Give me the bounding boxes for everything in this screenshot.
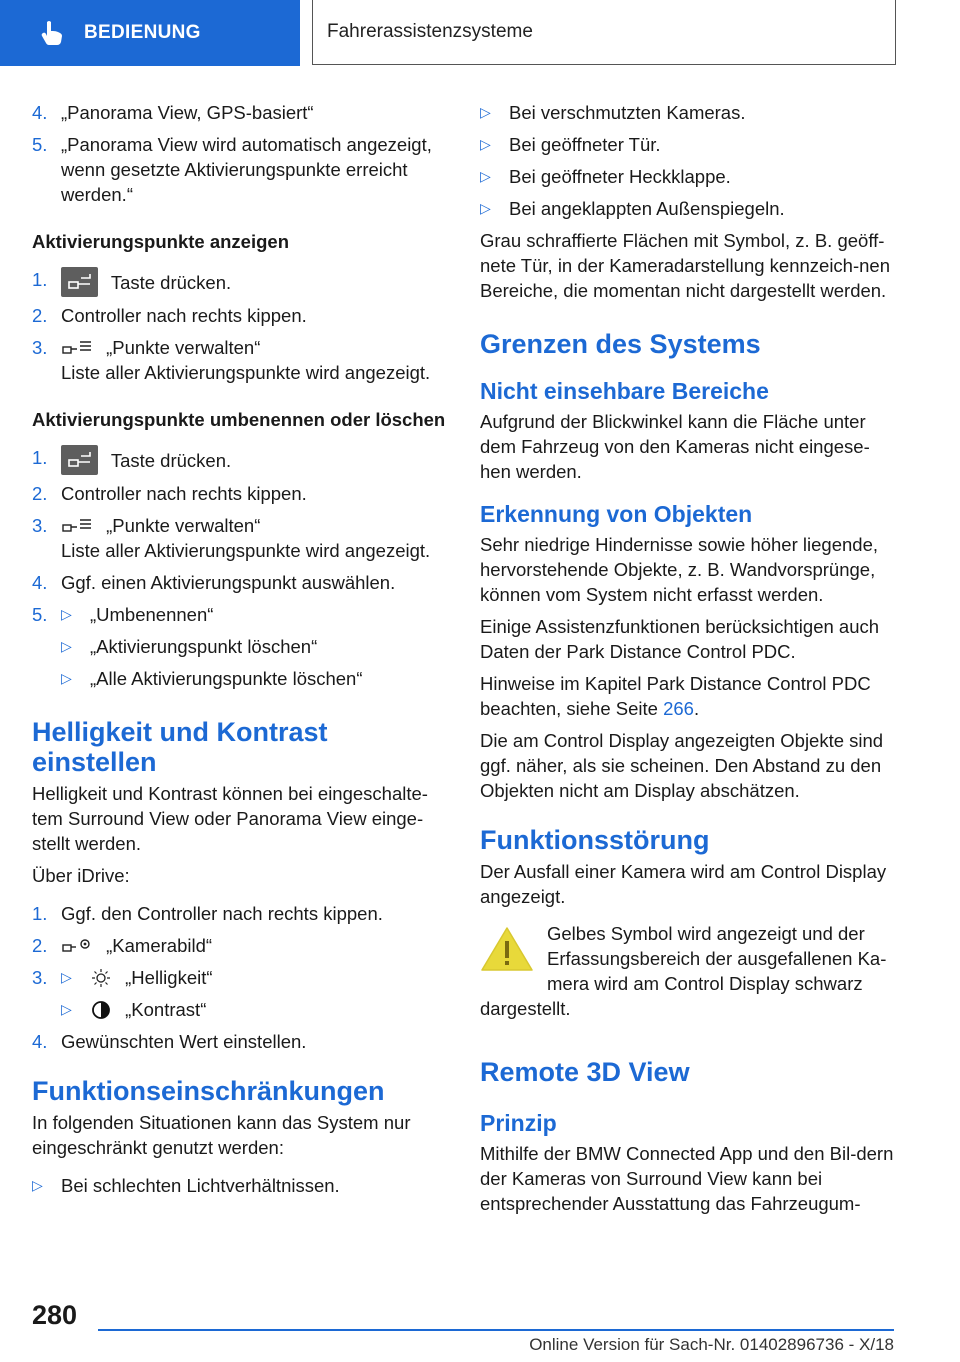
triangle-bullet-icon: ▷	[480, 200, 491, 216]
list-number: 5.	[32, 604, 48, 625]
list-text: Taste drücken.	[110, 272, 232, 293]
chapter-tab	[312, 0, 896, 65]
paragraph-text: .	[693, 698, 700, 719]
list-item	[32, 1029, 452, 1054]
page-reference-link[interactable]: 266	[663, 698, 694, 719]
triangle-bullet-icon: ▷	[61, 606, 72, 622]
sub-text: „Kontrast“	[125, 999, 207, 1020]
list-text: „Panorama View, GPS-basiert“	[61, 102, 314, 123]
section-label: BEDIENUNG	[84, 22, 201, 43]
triangle-bullet-icon: ▷	[61, 670, 72, 686]
list-number: 4.	[32, 1031, 48, 1052]
sub-item	[61, 634, 452, 659]
list-item	[32, 100, 452, 125]
bullet-text: Bei angeklappten Außenspiegeln.	[509, 198, 785, 219]
paragraph: Sehr niedrige Hindernisse sowie höher liegende, hervorstehende Objekte, z. B. Wandvorsprünge, können vom System nicht erfasst werden.	[480, 534, 878, 605]
paragraph: Die am Control Display angezeigten Objekte sind ggf. näher, als sie scheinen. Den Abstand zu den Objekten nicht am Display abschätzen.	[480, 730, 884, 801]
sub-item	[61, 965, 452, 990]
triangle-bullet-icon: ▷	[61, 638, 72, 654]
paragraph: Der Ausfall einer Kamera wird am Control Display angezeigt.	[480, 861, 887, 907]
heading-malfunction: Funktionsstörung	[480, 825, 710, 855]
list-item	[32, 481, 452, 506]
triangle-bullet-icon: ▷	[32, 1177, 43, 1193]
paragraph: Über iDrive:	[32, 865, 130, 886]
paragraph: Grau schraffierte Flächen mit Symbol, z. B. geöff-nete Tür, in der Kameradarstellung kennzeich-nen Bereiche, die momentan nicht dargestellt werden.	[480, 230, 890, 301]
list-number: 1.	[32, 269, 48, 290]
list-extra: Liste aller Aktivierungspunkte wird angezeigt.	[61, 540, 431, 561]
sub-text: „Helligkeit“	[125, 967, 213, 988]
triangle-bullet-icon: ▷	[480, 168, 491, 184]
paragraph: Aufgrund der Blickwinkel kann die Fläche unter dem Fahrzeug von den Kameras nicht eingese-hen werden.	[480, 411, 870, 482]
sub-item	[61, 997, 452, 1022]
bullet-item	[32, 1173, 452, 1198]
list-text: „Kamerabild“	[106, 935, 213, 956]
bullet-item	[480, 100, 900, 125]
list-text: Controller nach rechts kippen.	[61, 305, 307, 326]
triangle-bullet-icon: ▷	[480, 136, 491, 152]
list-text: „Punkte verwalten“	[106, 337, 261, 358]
heading-principle: Prinzip	[480, 1110, 557, 1136]
heading-not-visible: Nicht einsehbare Bereiche	[480, 378, 769, 404]
bullet-text: Bei geöffneter Heckklappe.	[509, 166, 731, 187]
heading-brightness: Helligkeit und Kontrast einstellen	[32, 717, 328, 777]
list-number: 2.	[32, 305, 48, 326]
list-item	[32, 901, 452, 926]
left-column	[32, 100, 452, 1205]
list-item	[32, 267, 452, 297]
warning-text: Gelbes Symbol wird angezeigt und der Erfassungsbereich der ausgefallenen Ka-mera wird am Control Display schwarz	[547, 923, 887, 994]
heading-object-detection: Erkennung von Objekten	[480, 501, 753, 527]
sub-text: „Umbenennen“	[90, 604, 214, 625]
list-number: 2.	[32, 935, 48, 956]
sub-text: „Alle Aktivierungspunkte löschen“	[90, 668, 363, 689]
list-item	[32, 933, 452, 958]
list-number: 5.	[32, 134, 48, 155]
list-text: „Punkte verwalten“	[106, 515, 261, 536]
paragraph: Helligkeit und Kontrast können bei eingeschalte-tem Surround View oder Panorama View einge-stellt werden.	[32, 783, 428, 854]
bullet-item	[480, 196, 900, 221]
list-text: Controller nach rechts kippen.	[61, 483, 307, 504]
manage-points-icon	[61, 516, 93, 536]
list-number: 1.	[32, 903, 48, 924]
heading-system-limits: Grenzen des Systems	[480, 329, 761, 359]
list-item	[32, 965, 452, 990]
bullet-item	[480, 132, 900, 157]
bullet-text: Bei schlechten Lichtverhältnissen.	[61, 1175, 340, 1196]
paragraph-text: Hinweise im Kapitel Park Distance Control PDC beachten, siehe Seite	[480, 673, 871, 719]
list-item	[32, 513, 452, 563]
heading-limitations: Funktionseinschränkungen	[32, 1076, 385, 1106]
contrast-icon	[90, 1000, 112, 1020]
camera-button-icon	[61, 445, 98, 475]
triangle-bullet-icon: ▷	[480, 104, 491, 120]
list-number: 4.	[32, 102, 48, 123]
sub-item	[61, 602, 452, 627]
page-header	[0, 0, 960, 66]
paragraph	[480, 671, 900, 721]
warning-triangle-icon	[480, 925, 534, 973]
list-item	[32, 303, 452, 328]
list-number: 3.	[32, 337, 48, 358]
list-text: Ggf. den Controller nach rechts kippen.	[61, 903, 383, 924]
hand-pointer-icon	[40, 20, 64, 46]
list-extra: Liste aller Aktivierungspunkte wird angezeigt.	[61, 362, 431, 383]
list-item	[32, 602, 452, 627]
list-number: 3.	[32, 515, 48, 536]
list-number: 1.	[32, 447, 48, 468]
bullet-text: Bei verschmutzten Kameras.	[509, 102, 746, 123]
triangle-bullet-icon: ▷	[61, 1001, 72, 1017]
paragraph: In folgenden Situationen kann das System nur eingeschränkt genutzt werden:	[32, 1112, 411, 1158]
list-item	[32, 570, 452, 595]
brightness-icon	[90, 968, 112, 988]
sub-text: „Aktivierungspunkt löschen“	[90, 636, 318, 657]
list-item	[32, 132, 452, 207]
list-item	[32, 445, 452, 475]
list-item	[32, 335, 452, 385]
sub-item	[61, 666, 452, 691]
list-text: Taste drücken.	[110, 450, 232, 471]
list-number: 2.	[32, 483, 48, 504]
list-text: Ggf. einen Aktivierungspunkt auswählen.	[61, 572, 396, 593]
online-version-note: Online Version für Sach-Nr. 01402896736 - X/18	[529, 1335, 894, 1354]
camera-settings-icon	[61, 936, 93, 956]
heading-show-points: Aktivierungspunkte anzeigen	[32, 231, 289, 252]
heading-rename-points: Aktivierungspunkte umbenennen oder löschen	[32, 409, 446, 430]
paragraph: dargestellt.	[480, 998, 571, 1019]
right-column	[480, 100, 900, 1223]
paragraph: Mithilfe der BMW Connected App und den Bil-dern der Kameras von Surround View kann bei entsprechender Ausstattung das Fahrzeugum-	[480, 1143, 894, 1214]
camera-button-icon	[61, 267, 98, 297]
page-number: 280	[32, 1300, 78, 1330]
list-number: 3.	[32, 967, 48, 988]
heading-remote-3d-view: Remote 3D View	[480, 1057, 690, 1087]
paragraph: Einige Assistenzfunktionen berücksichtigen auch Daten der Park Distance Control PDC.	[480, 616, 880, 662]
bullet-text: Bei geöffneter Tür.	[509, 134, 661, 155]
section-tab	[0, 0, 300, 66]
chapter-title: Fahrerassistenzsysteme	[327, 21, 533, 42]
bullet-item	[480, 164, 900, 189]
list-text: „Panorama View wird automatisch angezeigt, wenn gesetzte Aktivierungspunkte erreicht werden.“	[61, 134, 432, 205]
manage-points-icon	[61, 338, 93, 358]
list-text: Gewünschten Wert einstellen.	[61, 1031, 307, 1052]
list-number: 4.	[32, 572, 48, 593]
warning-block	[480, 921, 900, 996]
triangle-bullet-icon: ▷	[61, 969, 72, 985]
footer-divider	[98, 1329, 894, 1331]
